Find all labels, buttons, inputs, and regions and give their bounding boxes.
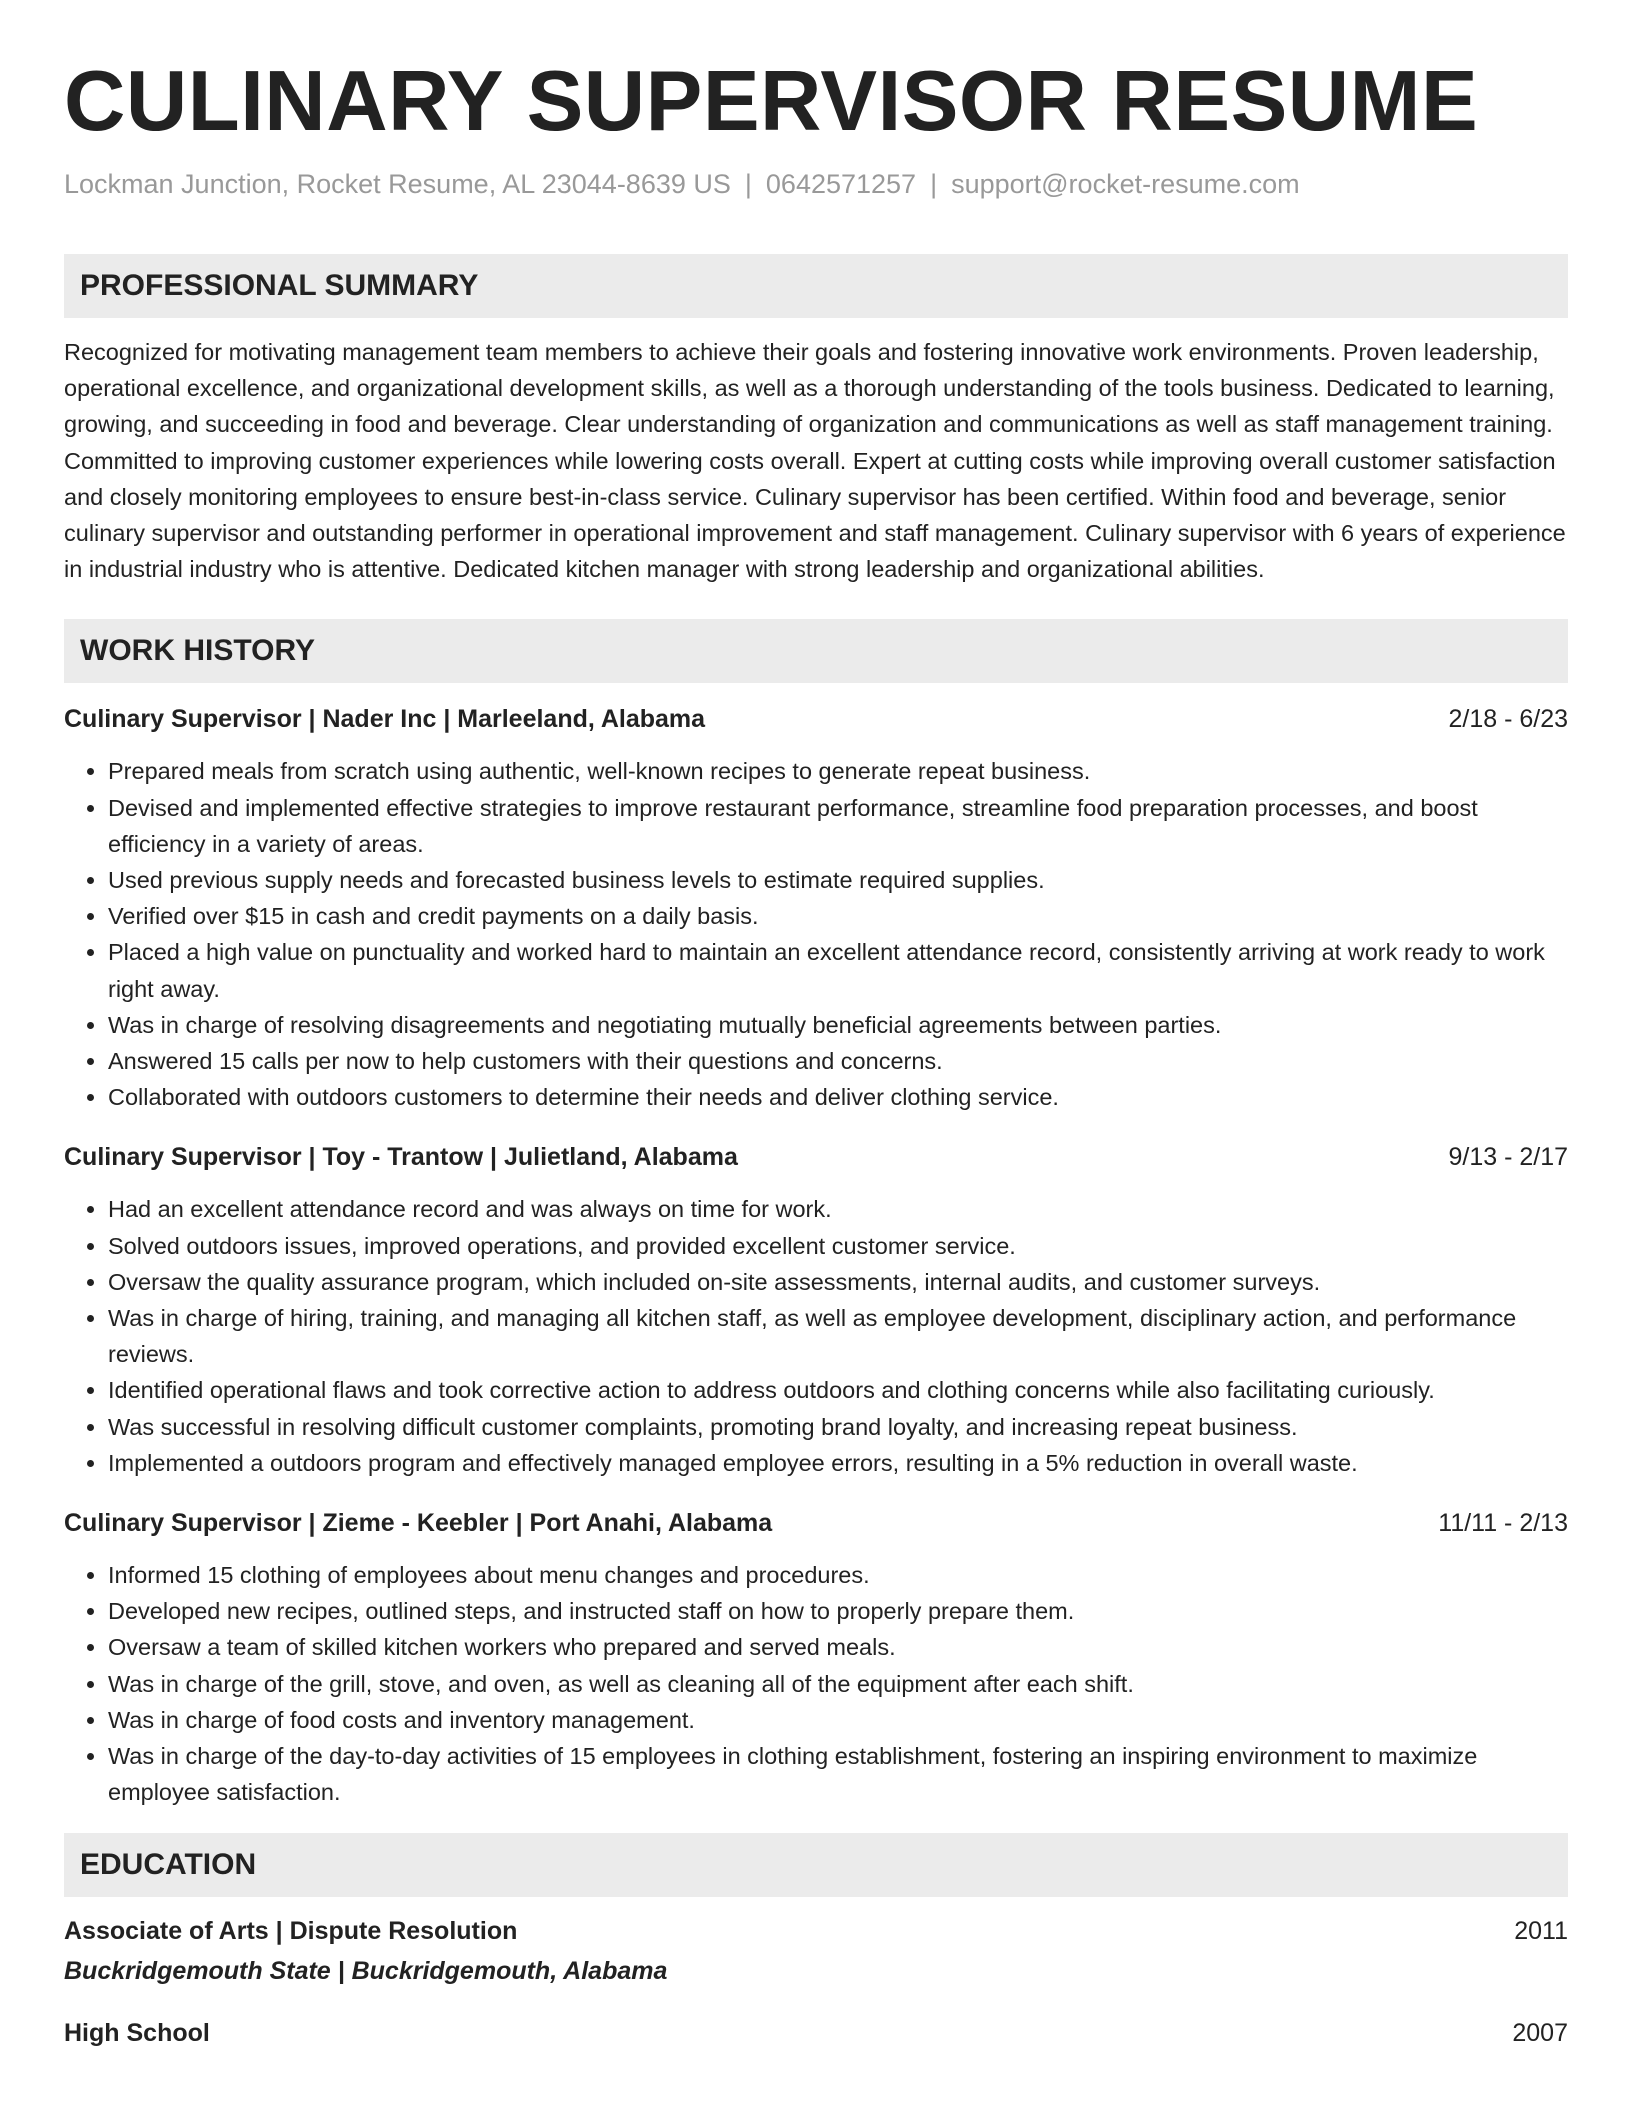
list-item: • Was in charge of food costs and inventory management.: [108, 1702, 1568, 1738]
list-item: • Had an excellent attendance record and was always on time for work.: [108, 1191, 1568, 1227]
summary-text: Recognized for motivating management team members to achieve their goals and fostering innovative work environments. Proven leadership, operational excellence, and organizational development skills, as well as a thorough understanding of the tools business. Dedicated to learning, growing, and succeeding in food and beverage. Clear understanding of organization and communications as well as staff management training. Committed to improving customer experiences while lowering costs overall. Expert at cutting costs while improving overall customer satisfaction and closely monitoring employees to ensure best-in-class service. Culinary supervisor has been certified. Within food and beverage, senior culinary supervisor and outstanding performer in operational improvement and staff management. Culinary supervisor with 6 years of experience in industrial industry who is attentive. Dedicated kitchen manager with strong leadership and organizational abilities.: [64, 339, 1566, 583]
contact-address: Lockman Junction, Rocket Resume, AL 23044-8639 US: [64, 169, 731, 199]
page-title: CULINARY SUPERVISOR RESUME: [64, 54, 1479, 149]
list-item: • Implemented a outdoors program and effectively managed employee errors, resulting in a 5% reduction in overall waste.: [108, 1445, 1568, 1481]
job-entry: [64, 701, 1568, 1115]
list-item: • Was in charge of the day-to-day activities of 15 employees in clothing establishment, fostering an inspiring environment to maximize employee satisfaction.: [108, 1738, 1568, 1810]
summary-heading: PROFESSIONAL SUMMARY: [64, 254, 1568, 318]
education-entry: [64, 2015, 1568, 2051]
list-item: • Oversaw a team of skilled kitchen workers who prepared and served meals.: [108, 1629, 1568, 1665]
job-dates: 11/11 - 2/13: [1438, 1509, 1568, 1538]
job-title: Culinary Supervisor | Toy - Trantow | Julietland, Alabama: [64, 1143, 738, 1172]
job-header: [64, 701, 1568, 737]
list-item: • Answered 15 calls per now to help customers with their questions and concerns.: [108, 1043, 1568, 1079]
list-item: • Verified over $15 in cash and credit payments on a daily basis.: [108, 898, 1568, 934]
list-item: • Devised and implemented effective strategies to improve restaurant performance, streamline food preparation processes, and boost efficiency in a variety of areas.: [108, 790, 1568, 862]
job-title: Culinary Supervisor | Zieme - Keebler | Port Anahi, Alabama: [64, 1509, 773, 1538]
job-header: [64, 1139, 1568, 1175]
education-school: Buckridgemouth State | Buckridgemouth, Alabama: [64, 1956, 668, 1985]
list-item: • Was successful in resolving difficult customer complaints, promoting brand loyalty, and increasing repeat business.: [108, 1409, 1568, 1445]
job-bullets: [64, 1191, 1568, 1481]
education-year: 2011: [1514, 1916, 1568, 1945]
list-item: • Used previous supply needs and forecasted business levels to estimate required supplies.: [108, 862, 1568, 898]
job-bullets: [64, 753, 1568, 1115]
education-entry: [64, 1913, 1568, 1989]
education-header: [64, 1913, 1568, 1949]
education-header: [64, 2015, 1568, 2051]
list-item: • Developed new recipes, outlined steps, and instructed staff on how to properly prepare them.: [108, 1593, 1568, 1629]
education-list: [64, 1913, 1568, 2051]
job-bullets: [64, 1557, 1568, 1810]
resume-page: [64, 52, 1568, 2051]
work-history-heading: WORK HISTORY: [64, 619, 1568, 683]
list-item: • Collaborated with outdoors customers to determine their needs and deliver clothing service.: [108, 1079, 1568, 1115]
education-degree: Associate of Arts | Dispute Resolution: [64, 1916, 518, 1945]
list-item: • Was in charge of the grill, stove, and oven, as well as cleaning all of the equipment after each shift.: [108, 1666, 1568, 1702]
contact-separator: |: [744, 169, 752, 199]
list-item: • Identified operational flaws and took corrective action to address outdoors and clothing concerns while also facilitating curiously.: [108, 1372, 1568, 1408]
job-dates: 9/13 - 2/17: [1448, 1143, 1568, 1172]
job-entry: [64, 1505, 1568, 1810]
job-dates: 2/18 - 6/23: [1448, 705, 1568, 734]
job-header: [64, 1505, 1568, 1541]
contact-phone: 0642571257: [765, 169, 917, 199]
list-item: • Oversaw the quality assurance program, which included on-site assessments, internal audits, and customer surveys.: [108, 1264, 1568, 1300]
list-item: • Was in charge of resolving disagreements and negotiating mutually beneficial agreements between parties.: [108, 1007, 1568, 1043]
education-year: 2007: [1512, 2018, 1568, 2047]
education-degree: High School: [64, 2018, 210, 2047]
contact-email: support@rocket-resume.com: [951, 169, 1300, 199]
list-item: • Placed a high value on punctuality and worked hard to maintain an excellent attendance record, consistently arriving at work ready to work right away.: [108, 934, 1568, 1006]
list-item: • Informed 15 clothing of employees about menu changes and procedures.: [108, 1557, 1568, 1593]
work-history-list: [64, 701, 1568, 1810]
contact-line: [64, 166, 1568, 202]
education-heading: EDUCATION: [64, 1833, 1568, 1897]
list-item: • Solved outdoors issues, improved operations, and provided excellent customer service.: [108, 1228, 1568, 1264]
contact-separator: |: [930, 169, 938, 199]
job-title: Culinary Supervisor | Nader Inc | Marleeland, Alabama: [64, 705, 706, 734]
job-entry: [64, 1139, 1568, 1481]
list-item: • Prepared meals from scratch using authentic, well-known recipes to generate repeat business.: [108, 753, 1568, 789]
list-item: • Was in charge of hiring, training, and managing all kitchen staff, as well as employee development, disciplinary action, and performance reviews.: [108, 1300, 1568, 1372]
